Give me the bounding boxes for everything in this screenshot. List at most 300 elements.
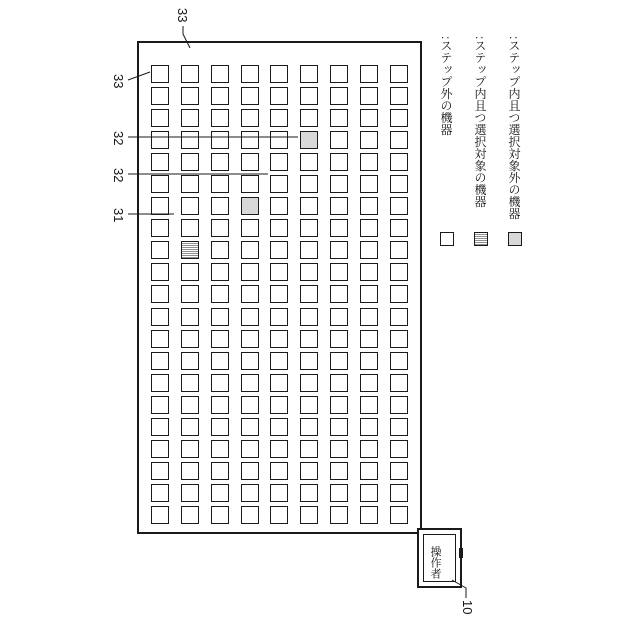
device-cell[interactable] bbox=[265, 416, 295, 438]
device-outside bbox=[330, 219, 348, 237]
device-outside bbox=[270, 65, 288, 83]
device-outside bbox=[151, 109, 169, 127]
device-cell[interactable] bbox=[235, 372, 265, 394]
device-cell[interactable] bbox=[205, 85, 235, 107]
device-cell[interactable] bbox=[354, 239, 384, 261]
device-cell[interactable] bbox=[205, 372, 235, 394]
device-outside bbox=[211, 153, 229, 171]
device-cell[interactable] bbox=[235, 416, 265, 438]
device-cell[interactable] bbox=[205, 283, 235, 305]
device-cell[interactable] bbox=[265, 63, 295, 85]
device-cell[interactable] bbox=[175, 107, 205, 129]
device-outside bbox=[360, 418, 378, 436]
device-cell[interactable] bbox=[145, 283, 175, 305]
device-cell[interactable] bbox=[384, 306, 414, 328]
device-outside bbox=[241, 396, 259, 414]
device-cell[interactable] bbox=[354, 394, 384, 416]
device-cell[interactable] bbox=[265, 394, 295, 416]
device-cell[interactable] bbox=[205, 394, 235, 416]
device-cell[interactable] bbox=[294, 217, 324, 239]
device-cell[interactable] bbox=[354, 438, 384, 460]
device-cell[interactable] bbox=[265, 306, 295, 328]
legend-item-outside bbox=[440, 36, 460, 266]
device-cell[interactable] bbox=[324, 173, 354, 195]
device-cell[interactable] bbox=[384, 173, 414, 195]
device-cell[interactable] bbox=[175, 217, 205, 239]
device-cell[interactable] bbox=[384, 328, 414, 350]
device-cell[interactable] bbox=[294, 239, 324, 261]
device-cell[interactable] bbox=[294, 350, 324, 372]
device-cell[interactable] bbox=[265, 85, 295, 107]
device-outside bbox=[270, 241, 288, 259]
device-outside bbox=[300, 241, 318, 259]
device-cell[interactable] bbox=[175, 328, 205, 350]
device-outside bbox=[241, 153, 259, 171]
device-outside bbox=[181, 219, 199, 237]
device-cell[interactable] bbox=[175, 173, 205, 195]
device-cell[interactable] bbox=[235, 173, 265, 195]
device-outside bbox=[300, 484, 318, 502]
device-cell[interactable] bbox=[384, 460, 414, 482]
device-outside bbox=[300, 87, 318, 105]
device-outside bbox=[360, 241, 378, 259]
device-cell[interactable] bbox=[324, 416, 354, 438]
device-cell[interactable] bbox=[145, 261, 175, 283]
device-cell[interactable] bbox=[324, 482, 354, 504]
device-cell[interactable] bbox=[205, 63, 235, 85]
device-cell[interactable] bbox=[294, 438, 324, 460]
device-cell[interactable] bbox=[235, 350, 265, 372]
device-cell[interactable] bbox=[265, 151, 295, 173]
device-cell[interactable] bbox=[294, 328, 324, 350]
device-cell[interactable] bbox=[205, 107, 235, 129]
device-cell[interactable] bbox=[324, 504, 354, 526]
device-outside bbox=[211, 308, 229, 326]
device-cell[interactable] bbox=[354, 372, 384, 394]
device-cell[interactable] bbox=[265, 195, 295, 217]
device-cell[interactable] bbox=[294, 416, 324, 438]
device-outside bbox=[330, 440, 348, 458]
device-outside bbox=[300, 219, 318, 237]
device-outside bbox=[390, 506, 408, 524]
device-outside bbox=[241, 219, 259, 237]
device-outside bbox=[300, 462, 318, 480]
device-outside bbox=[270, 330, 288, 348]
device-outside bbox=[211, 241, 229, 259]
device-cell[interactable] bbox=[145, 460, 175, 482]
device-cell[interactable] bbox=[145, 151, 175, 173]
device-cell[interactable] bbox=[294, 283, 324, 305]
device-cell[interactable] bbox=[384, 217, 414, 239]
device-outside bbox=[181, 65, 199, 83]
device-cell[interactable] bbox=[205, 129, 235, 151]
device-outside bbox=[360, 352, 378, 370]
device-cell[interactable] bbox=[205, 306, 235, 328]
device-outside bbox=[360, 65, 378, 83]
device-outside bbox=[211, 484, 229, 502]
device-cell[interactable] bbox=[354, 195, 384, 217]
device-outside bbox=[360, 440, 378, 458]
device-cell[interactable] bbox=[324, 129, 354, 151]
device-outside bbox=[270, 109, 288, 127]
device-outside bbox=[211, 285, 229, 303]
callout-33-left: 33 bbox=[111, 74, 126, 89]
device-cell[interactable] bbox=[294, 372, 324, 394]
device-cell[interactable] bbox=[205, 173, 235, 195]
device-cell[interactable] bbox=[384, 239, 414, 261]
device-cell[interactable] bbox=[354, 283, 384, 305]
device-outside bbox=[270, 175, 288, 193]
device-cell[interactable] bbox=[235, 239, 265, 261]
device-cell[interactable] bbox=[145, 482, 175, 504]
device-cell[interactable] bbox=[384, 482, 414, 504]
device-cell[interactable] bbox=[235, 460, 265, 482]
device-cell[interactable] bbox=[294, 394, 324, 416]
device-cell[interactable] bbox=[205, 195, 235, 217]
device-cell[interactable] bbox=[205, 217, 235, 239]
device-cell[interactable] bbox=[384, 504, 414, 526]
device-cell[interactable] bbox=[175, 438, 205, 460]
device-cell[interactable] bbox=[145, 416, 175, 438]
device-outside bbox=[330, 308, 348, 326]
device-cell[interactable] bbox=[294, 151, 324, 173]
device-cell[interactable] bbox=[384, 195, 414, 217]
device-outside bbox=[330, 330, 348, 348]
device-cell[interactable] bbox=[235, 195, 265, 217]
device-cell[interactable] bbox=[354, 350, 384, 372]
device-cell[interactable] bbox=[235, 504, 265, 526]
callout-31: 31 bbox=[111, 208, 126, 223]
device-cell[interactable] bbox=[265, 482, 295, 504]
device-cell[interactable] bbox=[354, 85, 384, 107]
device-cell[interactable] bbox=[324, 239, 354, 261]
device-outside bbox=[300, 506, 318, 524]
device-outside bbox=[330, 131, 348, 149]
device-cell[interactable] bbox=[354, 129, 384, 151]
device-cell[interactable] bbox=[175, 151, 205, 173]
device-cell[interactable] bbox=[175, 372, 205, 394]
device-cell[interactable] bbox=[354, 151, 384, 173]
device-cell[interactable] bbox=[145, 394, 175, 416]
device-cell[interactable] bbox=[354, 306, 384, 328]
device-outside bbox=[151, 418, 169, 436]
device-outside bbox=[241, 374, 259, 392]
device-outside bbox=[151, 396, 169, 414]
device-cell[interactable] bbox=[145, 173, 175, 195]
device-cell[interactable] bbox=[294, 261, 324, 283]
device-cell[interactable] bbox=[145, 239, 175, 261]
device-cell[interactable] bbox=[235, 328, 265, 350]
device-cell[interactable] bbox=[294, 195, 324, 217]
device-cell[interactable] bbox=[265, 438, 295, 460]
device-cell[interactable] bbox=[145, 372, 175, 394]
device-cell[interactable] bbox=[324, 217, 354, 239]
device-outside bbox=[181, 197, 199, 215]
device-cell[interactable] bbox=[145, 129, 175, 151]
device-outside bbox=[330, 153, 348, 171]
device-outside bbox=[360, 197, 378, 215]
device-cell[interactable] bbox=[294, 107, 324, 129]
device-cell[interactable] bbox=[235, 217, 265, 239]
device-cell[interactable] bbox=[205, 261, 235, 283]
device-outside bbox=[330, 197, 348, 215]
device-outside bbox=[151, 153, 169, 171]
device-cell[interactable] bbox=[175, 63, 205, 85]
device-cell[interactable] bbox=[235, 261, 265, 283]
device-cell[interactable] bbox=[145, 504, 175, 526]
device-outside bbox=[270, 153, 288, 171]
device-outside bbox=[241, 109, 259, 127]
device-cell[interactable] bbox=[384, 438, 414, 460]
device-cell[interactable] bbox=[384, 394, 414, 416]
device-cell[interactable] bbox=[205, 416, 235, 438]
device-cell[interactable] bbox=[145, 63, 175, 85]
device-outside bbox=[330, 285, 348, 303]
device-cell[interactable] bbox=[265, 239, 295, 261]
device-outside bbox=[330, 506, 348, 524]
device-outside bbox=[390, 352, 408, 370]
device-outside bbox=[211, 175, 229, 193]
device-cell[interactable] bbox=[265, 504, 295, 526]
device-cell[interactable] bbox=[205, 460, 235, 482]
device-outside bbox=[330, 418, 348, 436]
device-cell[interactable] bbox=[294, 460, 324, 482]
device-outside bbox=[241, 175, 259, 193]
device-cell[interactable] bbox=[265, 350, 295, 372]
device-cell[interactable] bbox=[175, 394, 205, 416]
device-cell[interactable] bbox=[205, 504, 235, 526]
device-cell[interactable] bbox=[384, 283, 414, 305]
device-cell[interactable] bbox=[235, 394, 265, 416]
device-outside bbox=[330, 65, 348, 83]
device-cell[interactable] bbox=[324, 63, 354, 85]
device-outside bbox=[300, 352, 318, 370]
device-unselected bbox=[300, 131, 318, 149]
device-cell[interactable] bbox=[175, 195, 205, 217]
device-cell[interactable] bbox=[175, 416, 205, 438]
device-outside bbox=[390, 418, 408, 436]
device-cell[interactable] bbox=[384, 107, 414, 129]
device-cell[interactable] bbox=[324, 460, 354, 482]
device-outside bbox=[330, 396, 348, 414]
device-cell[interactable] bbox=[145, 306, 175, 328]
device-cell[interactable] bbox=[175, 482, 205, 504]
device-outside bbox=[390, 131, 408, 149]
device-outside bbox=[360, 484, 378, 502]
device-cell[interactable] bbox=[354, 416, 384, 438]
device-cell[interactable] bbox=[354, 217, 384, 239]
device-cell[interactable] bbox=[324, 438, 354, 460]
device-cell[interactable] bbox=[235, 306, 265, 328]
device-cell[interactable] bbox=[175, 283, 205, 305]
device-cell[interactable] bbox=[235, 482, 265, 504]
device-cell[interactable] bbox=[265, 129, 295, 151]
device-cell[interactable] bbox=[145, 328, 175, 350]
device-cell[interactable] bbox=[175, 306, 205, 328]
device-cell[interactable] bbox=[324, 372, 354, 394]
legend-item-unselected bbox=[508, 36, 528, 266]
device-cell[interactable] bbox=[265, 372, 295, 394]
device-cell[interactable] bbox=[384, 372, 414, 394]
device-outside bbox=[151, 330, 169, 348]
device-cell[interactable] bbox=[205, 350, 235, 372]
device-outside bbox=[270, 462, 288, 480]
device-outside bbox=[241, 462, 259, 480]
device-outside bbox=[241, 131, 259, 149]
device-outside bbox=[270, 352, 288, 370]
device-outside bbox=[181, 285, 199, 303]
device-outside bbox=[390, 175, 408, 193]
device-outside bbox=[360, 153, 378, 171]
device-cell[interactable] bbox=[205, 438, 235, 460]
device-outside bbox=[270, 484, 288, 502]
device-outside bbox=[300, 285, 318, 303]
device-outside bbox=[270, 197, 288, 215]
device-cell[interactable] bbox=[384, 416, 414, 438]
device-outside bbox=[270, 396, 288, 414]
device-cell[interactable] bbox=[294, 306, 324, 328]
device-outside bbox=[211, 87, 229, 105]
device-cell[interactable] bbox=[354, 261, 384, 283]
device-cell[interactable] bbox=[205, 482, 235, 504]
device-cell[interactable] bbox=[294, 63, 324, 85]
device-cell[interactable] bbox=[354, 107, 384, 129]
device-cell[interactable] bbox=[354, 504, 384, 526]
device-outside bbox=[360, 263, 378, 281]
device-cell[interactable] bbox=[354, 63, 384, 85]
device-cell[interactable] bbox=[354, 173, 384, 195]
device-cell[interactable] bbox=[175, 460, 205, 482]
device-cell[interactable] bbox=[205, 151, 235, 173]
device-cell[interactable] bbox=[265, 107, 295, 129]
device-outside bbox=[211, 374, 229, 392]
device-cell[interactable] bbox=[384, 350, 414, 372]
device-outside bbox=[241, 285, 259, 303]
callout-33-top: 33 bbox=[175, 8, 190, 23]
device-cell[interactable] bbox=[324, 306, 354, 328]
device-cell[interactable] bbox=[294, 129, 324, 151]
device-cell[interactable] bbox=[384, 261, 414, 283]
device-cell[interactable] bbox=[235, 151, 265, 173]
device-cell[interactable] bbox=[145, 85, 175, 107]
device-outside bbox=[360, 219, 378, 237]
device-cell[interactable] bbox=[175, 261, 205, 283]
device-cell[interactable] bbox=[265, 173, 295, 195]
device-outside bbox=[151, 175, 169, 193]
device-cell[interactable] bbox=[235, 85, 265, 107]
device-outside bbox=[390, 109, 408, 127]
device-cell[interactable] bbox=[235, 129, 265, 151]
device-cell[interactable] bbox=[354, 482, 384, 504]
device-outside bbox=[181, 131, 199, 149]
device-outside bbox=[151, 308, 169, 326]
device-cell[interactable] bbox=[145, 350, 175, 372]
device-cell[interactable] bbox=[324, 107, 354, 129]
device-cell[interactable] bbox=[324, 283, 354, 305]
device-outside bbox=[181, 87, 199, 105]
device-outside bbox=[390, 263, 408, 281]
device-outside bbox=[241, 241, 259, 259]
device-outside bbox=[211, 506, 229, 524]
device-cell[interactable] bbox=[265, 460, 295, 482]
device-cell[interactable] bbox=[265, 217, 295, 239]
device-outside bbox=[211, 65, 229, 83]
device-cell[interactable] bbox=[145, 438, 175, 460]
device-outside bbox=[300, 65, 318, 83]
operator-terminal-label: 操作者 bbox=[429, 546, 441, 579]
device-cell[interactable] bbox=[294, 482, 324, 504]
device-outside bbox=[241, 440, 259, 458]
device-cell[interactable] bbox=[235, 63, 265, 85]
device-cell[interactable] bbox=[324, 350, 354, 372]
device-selected bbox=[181, 241, 199, 259]
device-outside bbox=[211, 197, 229, 215]
device-cell[interactable] bbox=[235, 107, 265, 129]
device-cell[interactable] bbox=[354, 328, 384, 350]
device-cell[interactable] bbox=[324, 151, 354, 173]
device-cell[interactable] bbox=[294, 173, 324, 195]
device-outside bbox=[390, 219, 408, 237]
device-outside bbox=[330, 462, 348, 480]
device-outside bbox=[390, 330, 408, 348]
device-cell[interactable] bbox=[205, 239, 235, 261]
callout-32-upper: 32 bbox=[111, 131, 126, 146]
device-cell[interactable] bbox=[324, 394, 354, 416]
device-cell[interactable] bbox=[145, 195, 175, 217]
device-cell[interactable] bbox=[175, 350, 205, 372]
device-cell[interactable] bbox=[384, 63, 414, 85]
device-cell[interactable] bbox=[294, 504, 324, 526]
device-outside bbox=[151, 65, 169, 83]
device-outside bbox=[241, 352, 259, 370]
device-cell[interactable] bbox=[294, 85, 324, 107]
device-outside bbox=[300, 153, 318, 171]
device-cell[interactable] bbox=[384, 151, 414, 173]
device-cell[interactable] bbox=[324, 261, 354, 283]
device-cell[interactable] bbox=[145, 107, 175, 129]
device-cell[interactable] bbox=[235, 438, 265, 460]
device-outside bbox=[330, 241, 348, 259]
device-cell[interactable] bbox=[205, 328, 235, 350]
device-outside bbox=[360, 506, 378, 524]
device-outside bbox=[390, 484, 408, 502]
device-outside bbox=[390, 440, 408, 458]
device-cell[interactable] bbox=[175, 504, 205, 526]
device-cell[interactable] bbox=[145, 217, 175, 239]
device-cell[interactable] bbox=[324, 195, 354, 217]
device-cell[interactable] bbox=[175, 239, 205, 261]
device-cell[interactable] bbox=[235, 283, 265, 305]
device-outside bbox=[151, 484, 169, 502]
device-outside bbox=[181, 330, 199, 348]
device-cell[interactable] bbox=[324, 85, 354, 107]
device-cell[interactable] bbox=[175, 85, 205, 107]
device-cell[interactable] bbox=[324, 328, 354, 350]
device-outside bbox=[151, 352, 169, 370]
device-cell[interactable] bbox=[384, 129, 414, 151]
device-cell[interactable] bbox=[354, 460, 384, 482]
device-outside bbox=[211, 219, 229, 237]
device-cell[interactable] bbox=[384, 85, 414, 107]
device-outside bbox=[360, 462, 378, 480]
device-cell[interactable] bbox=[265, 261, 295, 283]
device-outside bbox=[211, 352, 229, 370]
device-cell[interactable] bbox=[265, 283, 295, 305]
device-outside bbox=[241, 263, 259, 281]
device-outside bbox=[330, 352, 348, 370]
device-cell[interactable] bbox=[175, 129, 205, 151]
device-cell[interactable] bbox=[265, 328, 295, 350]
